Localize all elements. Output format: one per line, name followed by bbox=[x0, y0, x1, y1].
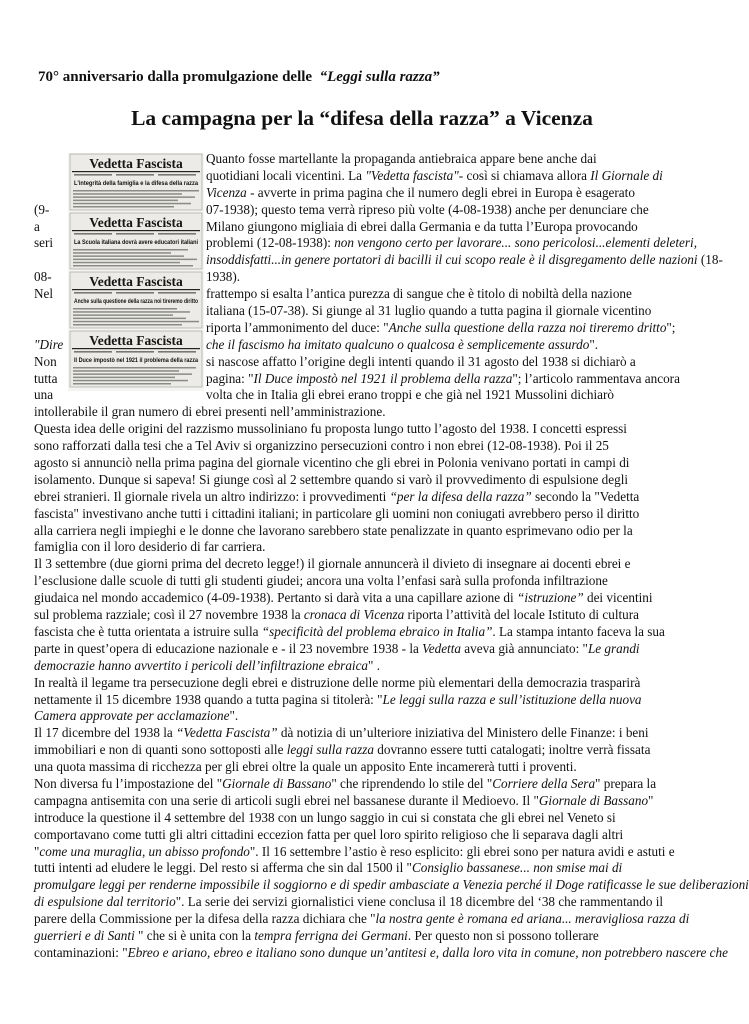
paragraph-line bbox=[34, 793, 694, 810]
text-segment: Vedetta bbox=[422, 640, 461, 656]
text-segment: Giornale di Bassano bbox=[538, 792, 649, 808]
paragraph-line bbox=[34, 776, 694, 793]
text-segment: di espulsione dal territorio bbox=[34, 894, 176, 910]
text-segment: ". bbox=[229, 708, 239, 724]
text-segment: sono rafforzati dalla tesi che a Tel Aviv si organizzino persecuzioni contro i non ebrei (12-08-1938). Poi il 25 bbox=[34, 438, 609, 454]
paragraph-line bbox=[34, 692, 694, 709]
text-segment: l’esclusione dalle scuole di tutti gli studenti giudei; ancora una volta l’enfasi sarà sulla profonda infiltrazione bbox=[34, 573, 608, 589]
text-segment: "; bbox=[666, 319, 676, 335]
wrapped-text-line bbox=[34, 235, 698, 252]
paragraph-line bbox=[34, 523, 694, 540]
paragraph-line bbox=[34, 556, 694, 573]
text-segment: cronaca di Vicenza bbox=[303, 607, 405, 623]
wrapped-text-line bbox=[34, 371, 694, 388]
text-segment: introduce la questione il 4 settembre del 1938 con un lungo saggio in cui si constata che gli ebrei nel Veneto si bbox=[34, 809, 616, 825]
paragraph-line bbox=[34, 539, 694, 556]
paragraph-line bbox=[34, 607, 694, 624]
text-segment: Ebreo e ariano, ebreo e italiano sono dunque un’antitesi e, dalla loro vita in comune, non potrebbero nascere che bbox=[127, 944, 728, 960]
paragraph-line bbox=[34, 944, 728, 962]
wrapped-text-content bbox=[206, 235, 697, 252]
margin-fragment: "Dire bbox=[34, 336, 64, 352]
wrapped-text-content bbox=[206, 219, 638, 236]
text-segment: " bbox=[648, 792, 654, 808]
clipping-headline: Il Duce impostò nel 1921 il problema della razza bbox=[74, 357, 199, 364]
text-segment: 07-1938); questo tema verrà ripreso più volte (4-08-1938) anche per denunciare che bbox=[206, 201, 649, 217]
paragraph-line bbox=[34, 860, 694, 877]
wrapped-text-line bbox=[34, 185, 694, 202]
text-segment: “specificità del problema ebraico in Italia” bbox=[261, 623, 493, 639]
text-segment: “per la difesa della razza” bbox=[389, 488, 532, 504]
text-segment: intollerabile il gran numero di ebrei presenti nell’amministrazione. bbox=[34, 404, 386, 420]
text-segment: democrazie hanno avvertito i pericoli dell’infiltrazione ebraica bbox=[34, 657, 369, 673]
wrapped-text-line bbox=[34, 168, 694, 185]
paragraph-line bbox=[34, 844, 694, 861]
wrapped-text-content bbox=[206, 387, 614, 404]
wrapped-text-content bbox=[206, 269, 240, 286]
paragraph-line bbox=[34, 675, 694, 692]
text-segment: "Vedetta fascista" bbox=[365, 167, 459, 183]
text-segment: tempra ferrigna dei Germani bbox=[254, 927, 408, 943]
text-segment: pagina: " bbox=[206, 370, 254, 386]
text-segment: Anche sulla questione della razza noi tireremo dritto bbox=[388, 319, 667, 335]
text-segment: dovranno essere tutti catalogati; inoltre verrà fissata bbox=[373, 742, 651, 758]
anniversary-heading-text: 70° anniversario dalla promulgazione delle bbox=[38, 69, 313, 85]
text-segment: Le grandi bbox=[587, 640, 640, 656]
text-segment: “Vedetta Fascista” bbox=[176, 725, 278, 741]
text-segment: contaminazioni: " bbox=[34, 944, 128, 960]
wrapped-text-line bbox=[34, 269, 694, 286]
wrapped-text-content bbox=[206, 252, 723, 269]
text-segment: guerrieri e di Santi bbox=[34, 927, 135, 943]
text-segment: quotidiani locali vicentini. La bbox=[206, 167, 366, 183]
text-segment: " bbox=[34, 843, 40, 859]
paragraph-line bbox=[34, 421, 694, 438]
text-segment: che il fascismo ha imitato qualcuno o qualcosa è semplicemente assurdo bbox=[206, 336, 590, 352]
text-segment: ". bbox=[589, 336, 599, 352]
masthead-text: Vedetta Fascista bbox=[89, 274, 183, 289]
text-segment: "; l’articolo rammentava ancora bbox=[512, 370, 680, 386]
wrapped-text-content bbox=[206, 320, 675, 337]
text-segment: aveva già annunciato: " bbox=[460, 640, 588, 656]
paragraph-line bbox=[34, 725, 694, 742]
margin-fragment: tutta bbox=[34, 370, 58, 386]
margin-fragment: seri bbox=[34, 235, 54, 251]
wrapped-text-line bbox=[34, 286, 694, 303]
wrapped-text-content bbox=[206, 202, 649, 219]
wrapped-text-line bbox=[34, 202, 694, 219]
paragraph-line bbox=[34, 928, 694, 945]
paragraph-line bbox=[34, 438, 694, 455]
text-segment: tutti intenti ad eludere le leggi. Del resto si afferma che sin dal 1500 il " bbox=[34, 860, 412, 876]
text-segment: la nostra gente è romana ed ariana... meravigliosa razza di bbox=[375, 911, 690, 927]
text-segment: . Per questo non si possono tollerare bbox=[407, 927, 599, 943]
text-segment: Giornale di Bassano bbox=[222, 775, 332, 791]
paragraph-line bbox=[34, 658, 694, 675]
text-segment: riporta l’attività del locale Istituto di cultura bbox=[404, 607, 639, 623]
paragraph-line bbox=[34, 911, 694, 928]
text-segment: volta che in Italia gli ebrei erano troppi e che già nel 1921 Mussolini dichiarò bbox=[206, 387, 614, 403]
wrapped-text-line bbox=[34, 320, 694, 337]
margin-fragment: una bbox=[34, 387, 54, 403]
text-segment: dà notizia di un’ulteriore iniziativa del Ministero delle Finanze: i beni bbox=[277, 725, 649, 741]
text-segment: isolamento. Dunque si sapeva! Si giunge così al 2 settembre quando si varò il provvedimento di espulsione degli bbox=[34, 471, 629, 487]
text-segment: leggi sulla razza bbox=[286, 742, 374, 758]
text-segment: Consiglio bassanese... non smise mai di bbox=[411, 860, 623, 876]
text-segment: Le leggi sulla razza e sull’istituzione della nuova bbox=[382, 691, 642, 707]
text-segment: campagna antisemita con una serie di articoli sugli ebrei nel bassanese durante il Medioevo. Il " bbox=[34, 792, 539, 808]
text-segment: - avverte in prima pagina che il numero degli ebrei in Europa è esagerato bbox=[246, 184, 635, 200]
text-segment: giudaica nel mondo accademico (4-09-1938). Pertanto si darà vita a una capillare azione di bbox=[34, 590, 517, 606]
paragraph-line bbox=[34, 455, 694, 472]
text-segment: italiana (15-07-38). Si giunge al 31 luglio quando a tutta pagina il giornale vicentino bbox=[206, 303, 652, 319]
text-segment: Il Duce impostò nel 1921 il problema della razza bbox=[253, 370, 513, 386]
text-segment: In realtà il legame tra persecuzione degli ebrei e distruzione delle norme più elementari della democrazia trasparirà bbox=[34, 674, 641, 690]
text-segment: come una muraglia, un abisso profondo bbox=[39, 843, 250, 859]
clipping-headline: L'integrità della famiglia e la difesa della razza bbox=[74, 180, 199, 187]
text-segment: secondo la "Vedetta bbox=[531, 488, 640, 504]
text-segment: dei vicentini bbox=[583, 590, 653, 606]
paragraph-line bbox=[34, 641, 694, 658]
paragraph-line bbox=[34, 894, 694, 911]
text-segment: 1938). bbox=[206, 269, 241, 285]
text-segment: " prepara la bbox=[595, 775, 657, 791]
page-title: La campagna per la “difesa della razza” a Vicenza bbox=[131, 106, 593, 130]
text-segment: Milano giungono migliaia di ebrei dalla Germania e da tutta l’Europa provocando bbox=[206, 218, 638, 234]
text-segment: riporta l’ammonimento del duce: " bbox=[206, 319, 389, 335]
text-segment: nettamente il 15 dicembre 1938 quando a tutta pagina si titolerà: " bbox=[34, 691, 383, 707]
text-segment: - così si chiamava allora bbox=[458, 167, 591, 183]
wrapped-text-content bbox=[206, 151, 597, 168]
wrapped-text-content bbox=[206, 337, 598, 354]
text-segment: ". La serie dei servizi giornalistici viene conclusa il 18 dicembre del ‘38 che rammentando il bbox=[175, 894, 664, 910]
paragraph-line bbox=[34, 708, 694, 725]
masthead-text: Vedetta Fascista bbox=[89, 333, 183, 348]
text-segment: " che riprendendo lo stile del " bbox=[331, 775, 493, 791]
text-segment: Corriere della Sera bbox=[492, 775, 596, 791]
wrapped-text-line bbox=[34, 303, 694, 320]
text-segment: “istruzione” bbox=[516, 590, 584, 606]
text-segment: Camera approvate per acclamazione bbox=[34, 708, 230, 724]
wrapped-text-line bbox=[34, 337, 694, 354]
paragraph-line bbox=[34, 827, 694, 844]
masthead-text: Vedetta Fascista bbox=[89, 215, 183, 230]
text-segment: fascista" investivano anche tutti i cittadini italiani; in particolare gli uomini non coniugati avrebbero perso il diritto bbox=[34, 505, 640, 521]
text-segment: insoddisfatti...in genere portatori di bacilli il cui scopo reale è il disgregamento delle nazioni bbox=[206, 252, 698, 268]
text-segment: ". Il 16 settembre l’astio è reso esplicito: gli ebrei sono per natura avidi e astuti e bbox=[249, 843, 675, 859]
text-segment: Questa idea delle origini del razzismo mussoliniano fu proposta lungo tutto l’agosto del 1938. I concetti espressi bbox=[34, 421, 627, 437]
text-segment: frattempo si esalta l’antica purezza di sangue che è titolo di nobiltà della nazione bbox=[206, 286, 632, 302]
margin-fragment: Non bbox=[34, 353, 57, 369]
text-segment: " che si è unita con la bbox=[134, 927, 255, 943]
paragraph-line bbox=[34, 472, 694, 489]
text-segment: Non diversa fu l’impostazione del " bbox=[34, 775, 223, 791]
text-segment: agosto si annunciò nella prima pagina del giornale vicentino che gli ebrei in Polonia venivano portati in campi di bbox=[34, 455, 630, 471]
text-segment: Il Giornale di bbox=[590, 167, 663, 183]
paragraph-line bbox=[34, 590, 694, 607]
text-segment: si nascose affatto l’origine degli intenti quando il 31 agosto del 1938 si dichiarò a bbox=[206, 353, 636, 369]
wrapped-text-content bbox=[206, 371, 680, 388]
text-segment: non vengono certo per lavorare... sono pericolosi...elementi deleteri, bbox=[334, 235, 698, 251]
margin-fragment: a bbox=[34, 218, 40, 234]
text-segment: parere della Commissione per la difesa della razza dichiara che " bbox=[34, 911, 376, 927]
masthead-text: Vedetta Fascista bbox=[89, 156, 183, 171]
text-segment: parte in quest’opera di educazione nazionale e - il 23 novembre 1938 - la bbox=[34, 640, 423, 656]
wrapped-text-content bbox=[206, 168, 663, 185]
text-segment: sul problema razziale; così il 27 novembre 1938 la bbox=[34, 607, 304, 623]
text-segment: alla carriera negli impieghi e le donne che lavorano sarebbero state penalizzate in quanto esprimevano odio per la bbox=[34, 522, 633, 538]
text-segment: comportavano come tutti gli altri cittadini eccezion fatta per quel loro spirito religioso che li separava dagli altri bbox=[34, 826, 624, 842]
text-segment: Il 17 dicembre del 1938 la bbox=[34, 725, 177, 741]
paragraph-line bbox=[34, 506, 694, 523]
wrapped-text-line bbox=[34, 387, 694, 404]
text-segment: (18- bbox=[697, 252, 723, 268]
text-segment: immobiliari e non di quanti sono sottoposti alle bbox=[34, 742, 287, 758]
wrapped-text-line bbox=[34, 354, 694, 371]
text-segment: Quanto fosse martellante la propaganda antiebraica appare bene anche dai bbox=[206, 151, 597, 166]
paragraph-line bbox=[34, 573, 694, 590]
text-segment: Il 3 settembre (due giorni prima del decreto legge!) il giornale annuncerà il divieto di insegnare ai docenti ebrei e bbox=[34, 556, 631, 572]
clipping-headline: La Scuola italiana dovrà avere educatori italiani bbox=[74, 239, 199, 246]
paragraph-line bbox=[34, 759, 694, 776]
text-segment: Vicenza bbox=[206, 184, 247, 200]
paragraph-line bbox=[34, 404, 694, 421]
wrapped-text-content bbox=[206, 354, 636, 371]
anniversary-heading-quote: “Leggi sulla razza” bbox=[319, 69, 440, 85]
paragraph-line bbox=[34, 489, 694, 506]
paragraph-line bbox=[34, 742, 694, 759]
article-body bbox=[34, 151, 749, 962]
margin-fragment: 08- bbox=[34, 269, 52, 285]
text-segment: " . bbox=[368, 657, 381, 673]
text-segment: una quota massima di ricchezza per gli ebrei oltre la quale un apposito Ente incamererà tutti i proventi. bbox=[34, 759, 577, 775]
paragraph-line bbox=[34, 810, 694, 827]
wrapped-text-content bbox=[206, 286, 632, 303]
wrapped-text-content bbox=[206, 185, 635, 202]
text-segment: fascista che è tutta orientata a istruire sulla bbox=[34, 623, 262, 639]
wrapped-text-line bbox=[34, 219, 694, 236]
text-segment: . La stampa intanto faceva la sua bbox=[492, 623, 665, 639]
clipping-headline: Anche sulla questione della razza noi tireremo diritto bbox=[74, 298, 199, 305]
paragraph-line bbox=[34, 877, 749, 894]
wrapped-text-line bbox=[34, 151, 694, 168]
wrapped-text-line bbox=[34, 252, 723, 269]
margin-fragment: (9- bbox=[34, 201, 50, 217]
paragraph-line bbox=[34, 624, 694, 641]
text-segment: famiglia con il loro desiderio di far carriera. bbox=[34, 539, 266, 555]
anniversary-heading bbox=[38, 69, 440, 86]
margin-fragment: Nel bbox=[34, 286, 54, 302]
text-segment: problemi (12-08-1938): bbox=[206, 235, 335, 251]
text-segment: promulgare leggi per renderne impossibile il soggiorno e di spedir ambasciate a Venezia perché il Doge ratificasse le sue deliberazioni bbox=[34, 877, 749, 893]
text-segment: ebrei stranieri. Il giornale rivela un altro indirizzo: i provvedimenti bbox=[34, 488, 390, 504]
wrapped-text-content bbox=[206, 303, 651, 320]
